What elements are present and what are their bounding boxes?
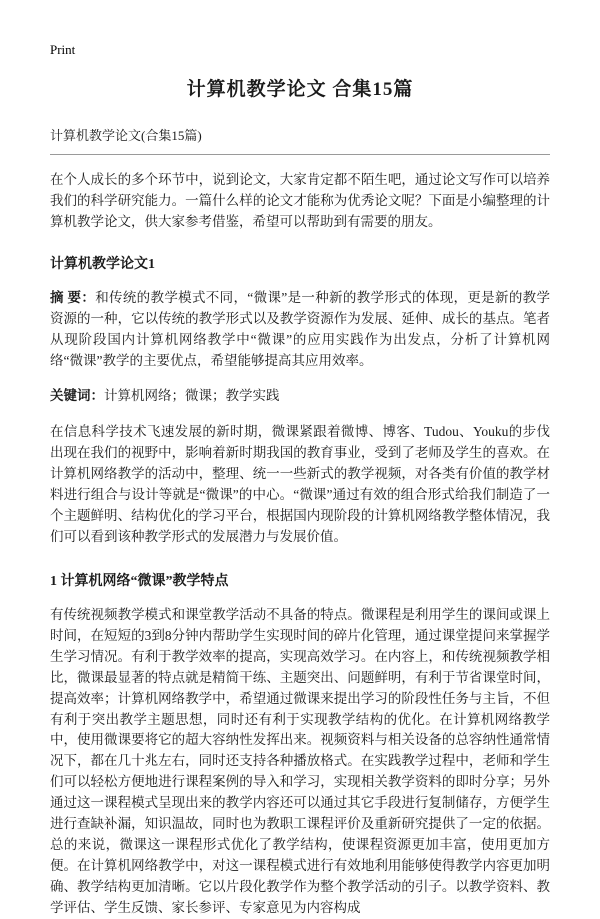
keywords-paragraph [50, 386, 550, 407]
keywords-label: 关键词： [50, 388, 104, 404]
document-subtitle: 计算机教学论文(合集15篇) [50, 128, 202, 143]
section-heading-weike-features: 1 计算机网络“微课”教学特点 [50, 573, 229, 589]
body-paragraph-weike-features: 有传统视频教学模式和课堂教学活动不具备的特点。微课程是利用学生的课间或课上时间，在短短的3到8分钟内帮助学生实现时间的碎片化管理，通过课堂提问来掌握学生学习情况。有利于教学效率的提高，实现高效学习。在内容上，和传统视频教学相比，微课最显著的特点就是精简干练、主题突出、问题鲜明，有利于节省课堂时间，提高效率；计算机网络教学中，希望通过微课来提出学习的阶段性任务与主旨，不但有利于突出教学主题思想，同时还有利于实现教学结构的优化。在计算机网络教学中，使用微课要将它的超大容纳性发挥出来。视频资料与相关设备的总容纳性通常情况下，都在几十兆左右，同时还支持各种播放格式。在实践教学过程中，老师和学生们可以轻松方便地进行课程案例的导入和学习，实现相关教学资料的即时分享；另外通过这一课程模式呈现出来的教学内容还可以通过其它手段进行复制储存，方便学生进行查缺补漏，知识温故，同时也为教职工课程评价及重新研究提供了一定的依据。总的来说，微课这一课程形式优化了教学结构，使课程资源更加丰富，使用更加方便。在计算机网络教学中，对这一课程模式进行有效地利用能够使得教学内容更加明确、教学结构更加清晰。它以片段化教学作为整个教学活动的引子。以教学资料、教学评估、学生反馈、家长参评、专家意见为内容构成 [50, 606, 550, 915]
page-title: 计算机教学论文 合集15篇 [186, 79, 414, 100]
divider [50, 154, 550, 155]
print-button[interactable]: Print [50, 42, 76, 57]
section-heading-essay-1: 计算机教学论文1 [50, 256, 155, 272]
body-paragraph-intro-weike: 在信息科学技术飞速发展的新时期，微课紧跟着微博、博客、Tudou、Youku的步伐出现在我们的视野中，影响着新时期我国的教育事业，受到了老师及学生的喜欢。在计算机网络教学的活动中，整理、统一一些新式的教学视频，对各类有价值的教学材料进行组合与设计等就是“微课”的中心。“微课”通过有效的组合形式给我们制造了一个主题鲜明、结构优化的学习平台，根据国内现阶段的计算机网络教学整体情况，我们可以看到该种教学形式的发展潜力与发展价值。 [50, 424, 550, 544]
intro-paragraph: 在个人成长的多个环节中，说到论文，大家肯定都不陌生吧，通过论文写作可以培养我们的科学研究能力。一篇什么样的论文才能称为优秀论文呢？下面是小编整理的计算机教学论文，供大家参考借鉴，希望可以帮助到有需要的朋友。 [50, 172, 550, 229]
abstract-paragraph [50, 288, 550, 372]
abstract-text: 和传统的教学模式不同，“微课”是一种新的教学形式的体现，更是新的教学资源的一种，它以传统的教学形式以及教学资源作为发展、延伸、成长的基点。笔者从现阶段国内计算机网络教学中“微课”的应用实践作为出发点，分析了计算机网络“微课”教学的主要优点，希望能够提高其应用效率。 [50, 289, 550, 368]
keywords-text: 计算机网络；微课；教学实践 [104, 388, 280, 404]
abstract-label: 摘 要： [50, 289, 96, 305]
